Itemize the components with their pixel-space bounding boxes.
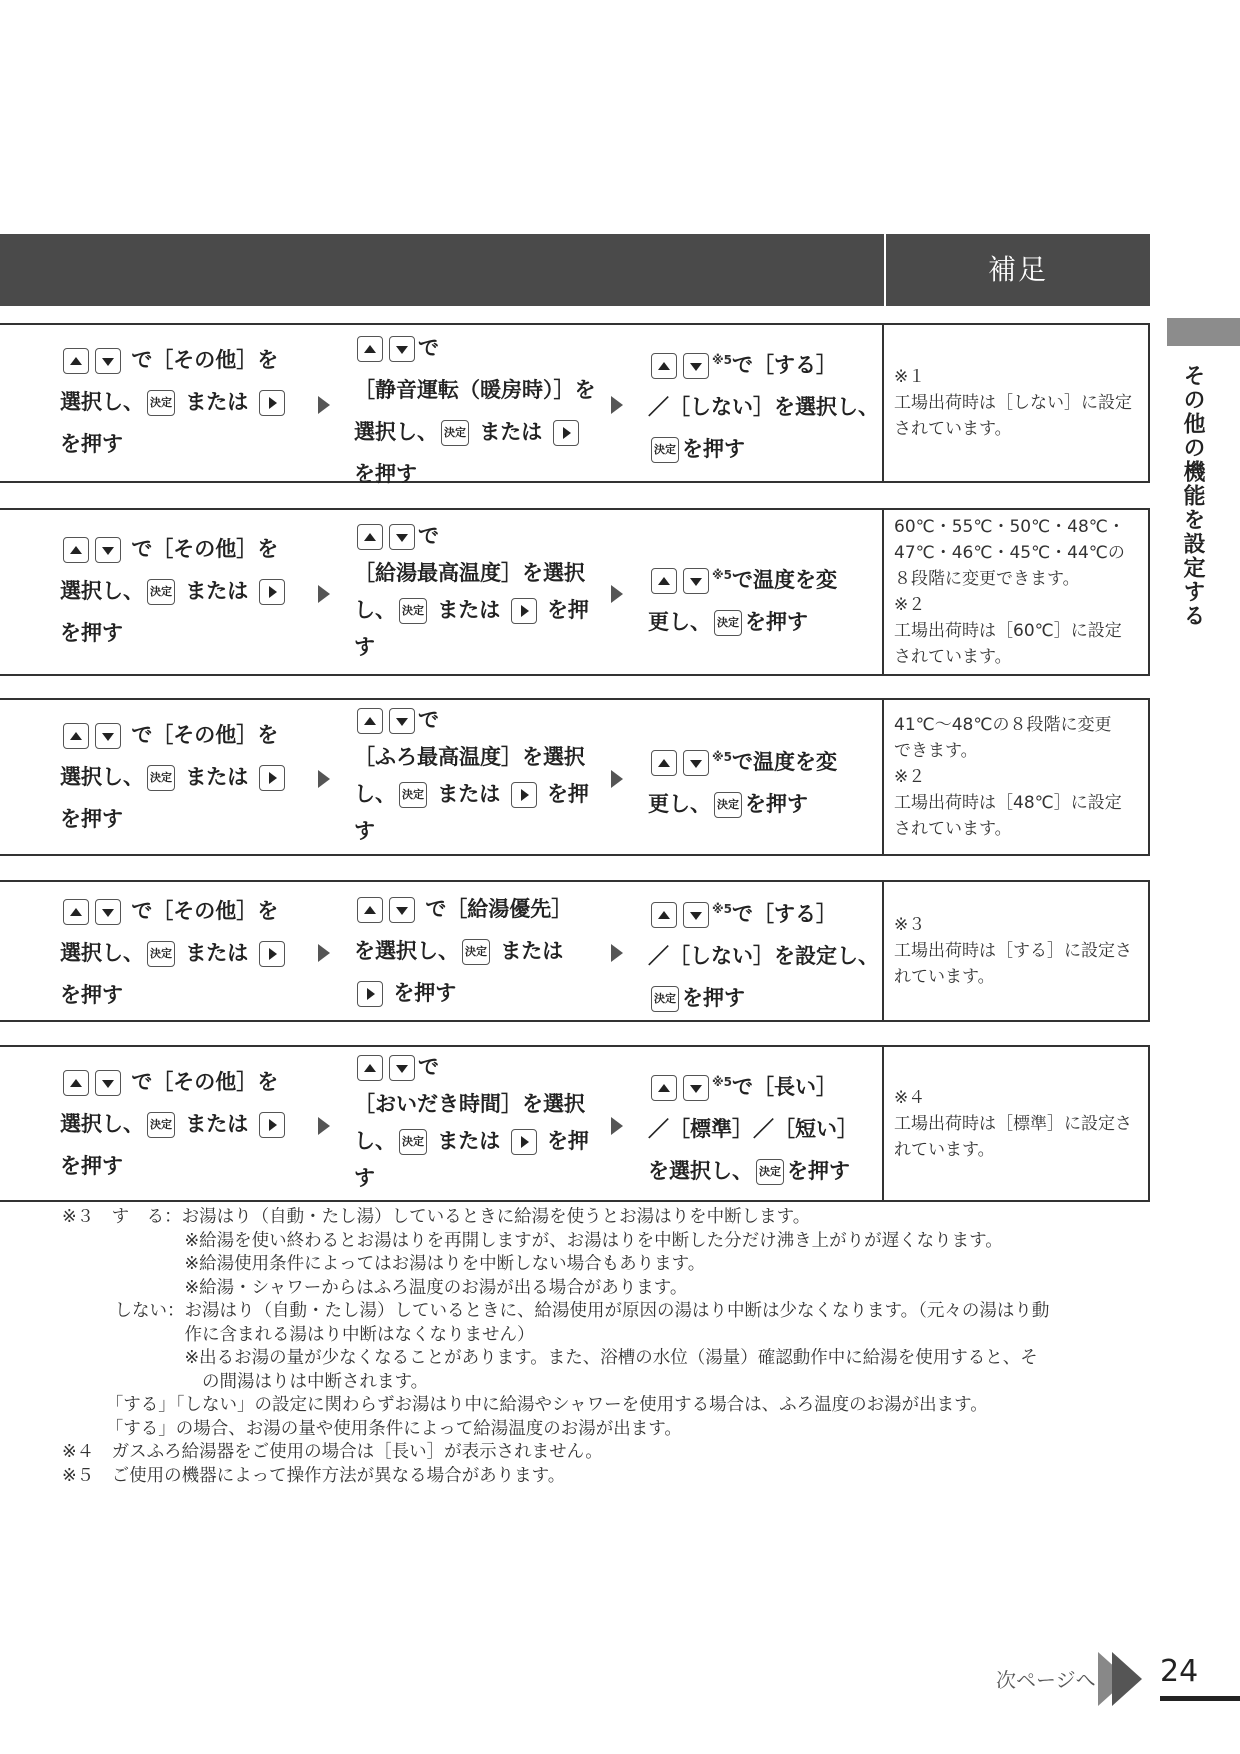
step1: で［その他］を 選択し、 決定 または を押す xyxy=(60,528,300,654)
up-key-icon xyxy=(63,899,89,925)
side-tab-label: その他の機能を設定する xyxy=(1180,364,1205,628)
up-key-icon xyxy=(63,348,89,374)
step-arrow-icon xyxy=(318,944,330,962)
up-key-icon xyxy=(651,568,677,594)
table-row xyxy=(0,323,1150,486)
decide-key-icon: 決定 xyxy=(147,579,175,605)
supplement-note: ※４ 工場出荷時は［標準］に設定さ れています。 xyxy=(882,1047,1148,1200)
down-key-icon xyxy=(683,750,709,776)
decide-key-icon: 決定 xyxy=(756,1159,784,1185)
up-key-icon xyxy=(63,723,89,749)
up-key-icon xyxy=(63,537,89,563)
up-key-icon xyxy=(357,1055,383,1081)
decide-key-icon: 決定 xyxy=(147,1112,175,1138)
right-key-icon xyxy=(259,765,285,791)
decide-key-icon: 決定 xyxy=(714,610,742,636)
right-key-icon xyxy=(259,579,285,605)
footnote-line: ※出るお湯の量が少なくなることがあります。また、浴槽の水位（湯量）確認動作中に給湯を使用すると、そ xyxy=(62,1348,1038,1368)
up-key-icon xyxy=(357,336,383,362)
step-arrow-icon xyxy=(611,396,623,414)
down-key-icon xyxy=(389,897,415,923)
step1: で［その他］を 選択し、 決定 または を押す xyxy=(60,890,300,1016)
next-page-chevron-icon xyxy=(1112,1652,1142,1706)
decide-key-icon: 決定 xyxy=(651,986,679,1012)
step3: $^{※5}$で［長い］ ／［標準］／［短い］ を選択し、 決定 を押す xyxy=(648,1075,858,1183)
down-key-icon xyxy=(389,708,415,734)
decide-key-icon: 決定 xyxy=(147,941,175,967)
footnote-line: 「する」「しない」の設定に関わらずお湯はり中に給湯やシャワーを使用する場合は、ふろ温度のお湯が出ます。 xyxy=(62,1395,988,1415)
right-key-icon xyxy=(259,941,285,967)
decide-key-icon: 決定 xyxy=(714,792,742,818)
step2: で［給湯優先］ を選択し、 決定 または を押す xyxy=(354,897,573,1005)
decide-key-icon: 決定 xyxy=(399,782,427,808)
down-key-icon xyxy=(95,1070,121,1096)
decide-key-icon: 決定 xyxy=(462,939,490,965)
down-key-icon xyxy=(95,723,121,749)
footnote-line: の間湯はりは中断されます。 xyxy=(62,1371,429,1392)
step2: で ［おいだき時間］を選択 し、 決定 または を押 す xyxy=(354,1055,589,1190)
up-key-icon xyxy=(651,1075,677,1101)
table-row xyxy=(0,698,1150,856)
up-key-icon xyxy=(651,353,677,379)
down-key-icon xyxy=(683,353,709,379)
step3: $^{※5}$で温度を変 更し、 決定 を押す xyxy=(648,568,838,634)
step-arrow-icon xyxy=(611,944,623,962)
decide-key-icon: 決定 xyxy=(651,437,679,463)
footnote-line: ※給湯を使い終わるとお湯はりを再開しますが、お湯はりを中断した分だけ沸き上がりが遅くなります。 xyxy=(62,1230,1003,1251)
up-key-icon xyxy=(651,902,677,928)
supplement-note: 60℃・55℃・50℃・48℃・ 47℃・46℃・45℃・44℃の ８段階に変更できます。 ※２ 工場出荷時は［60℃］に設定 されています。 xyxy=(882,510,1148,674)
step-arrow-icon xyxy=(318,1117,330,1135)
footnote-line: しない：お湯はり（自動・たし湯）しているときに、給湯使用が原因の湯はり中断は少なくなります。（元々の湯はり動 xyxy=(62,1301,1050,1321)
step3: $^{※5}$で［する］ ／［しない］を選択し、 決定 を押す xyxy=(648,353,879,461)
step-arrow-icon xyxy=(318,585,330,603)
step-arrow-icon xyxy=(611,770,623,788)
up-key-icon xyxy=(357,524,383,550)
step2: で ［静音運転（暖房時）］を 選択し、 決定 または を押す xyxy=(354,336,596,486)
supplement-note: ※１ 工場出荷時は［しない］に設定 されています。 xyxy=(882,325,1148,481)
down-key-icon xyxy=(389,524,415,550)
step3: $^{※5}$で［する］ ／［しない］を設定し、 決定 を押す xyxy=(648,902,879,1010)
step-arrow-icon xyxy=(611,1117,623,1135)
up-key-icon xyxy=(357,897,383,923)
right-key-icon xyxy=(511,782,537,808)
decide-key-icon: 決定 xyxy=(441,420,469,446)
step3: $^{※5}$で温度を変 更し、 決定 を押す xyxy=(648,750,838,816)
table-row xyxy=(0,1045,1150,1202)
supplement-note: ※３ 工場出荷時は［する］に設定さ れています。 xyxy=(882,882,1148,1020)
footnotes xyxy=(62,1206,1152,1488)
step-arrow-icon xyxy=(318,396,330,414)
down-key-icon xyxy=(389,336,415,362)
up-key-icon xyxy=(651,750,677,776)
supplement-note: 41℃～48℃の８段階に変更 できます。 ※２ 工場出荷時は［48℃］に設定 されています。 xyxy=(882,700,1148,854)
step2: で ［ふろ最高温度］を選択 し、 決定 または を押 す xyxy=(354,708,589,843)
step1: で［その他］を 選択し、 決定 または を押す xyxy=(60,1061,300,1187)
down-key-icon xyxy=(683,568,709,594)
right-key-icon xyxy=(511,598,537,624)
down-key-icon xyxy=(389,1055,415,1081)
footnote-line: 「する」の場合、お湯の量や使用条件によって給湯温度のお湯が出ます。 xyxy=(62,1418,682,1439)
footnote-line: ※給湯・シャワーからはふろ温度のお湯が出る場合があります。 xyxy=(62,1277,688,1298)
step1: で［その他］を 選択し、 決定 または を押す xyxy=(60,714,300,840)
side-tab-marker xyxy=(1167,318,1240,346)
down-key-icon xyxy=(683,902,709,928)
footnote-line: ※５ ご使用の機器によって操作方法が異なる場合があります。 xyxy=(62,1465,566,1486)
page-number-underline xyxy=(1160,1696,1240,1701)
supplement-header: 補足 xyxy=(987,253,1048,286)
down-key-icon xyxy=(95,537,121,563)
decide-key-icon: 決定 xyxy=(399,1129,427,1155)
step2: で ［給湯最高温度］を選択 し、 決定 または を押 す xyxy=(354,524,589,659)
step1: で［その他］を 選択し、 決定 または を押す xyxy=(60,339,300,465)
table-row xyxy=(0,508,1150,676)
right-key-icon xyxy=(259,1112,285,1138)
step-arrow-icon xyxy=(611,585,623,603)
page-number: 24 xyxy=(1160,1654,1199,1689)
right-key-icon xyxy=(259,390,285,416)
down-key-icon xyxy=(95,348,121,374)
decide-key-icon: 決定 xyxy=(147,390,175,416)
footnote-line: ※３ す る：お湯はり（自動・たし湯）しているときに給湯を使うとお湯はりを中断します。 xyxy=(62,1207,811,1227)
decide-key-icon: 決定 xyxy=(147,765,175,791)
step-arrow-icon xyxy=(318,770,330,788)
footnote-line: ※４ ガスふろ給湯器をご使用の場合は［長い］が表示されません。 xyxy=(62,1442,603,1462)
right-key-icon xyxy=(357,981,383,1007)
footnote-line: 作に含まれる湯はり中断はなくなりません） xyxy=(62,1324,535,1345)
down-key-icon xyxy=(683,1075,709,1101)
up-key-icon xyxy=(63,1070,89,1096)
decide-key-icon: 決定 xyxy=(399,598,427,624)
right-key-icon xyxy=(553,420,579,446)
footnote-line: ※給湯使用条件によってはお湯はりを中断しない場合もあります。 xyxy=(62,1254,706,1274)
down-key-icon xyxy=(95,899,121,925)
next-page-label: 次ページへ xyxy=(996,1668,1096,1692)
table-row xyxy=(0,880,1150,1022)
right-key-icon xyxy=(511,1129,537,1155)
up-key-icon xyxy=(357,708,383,734)
